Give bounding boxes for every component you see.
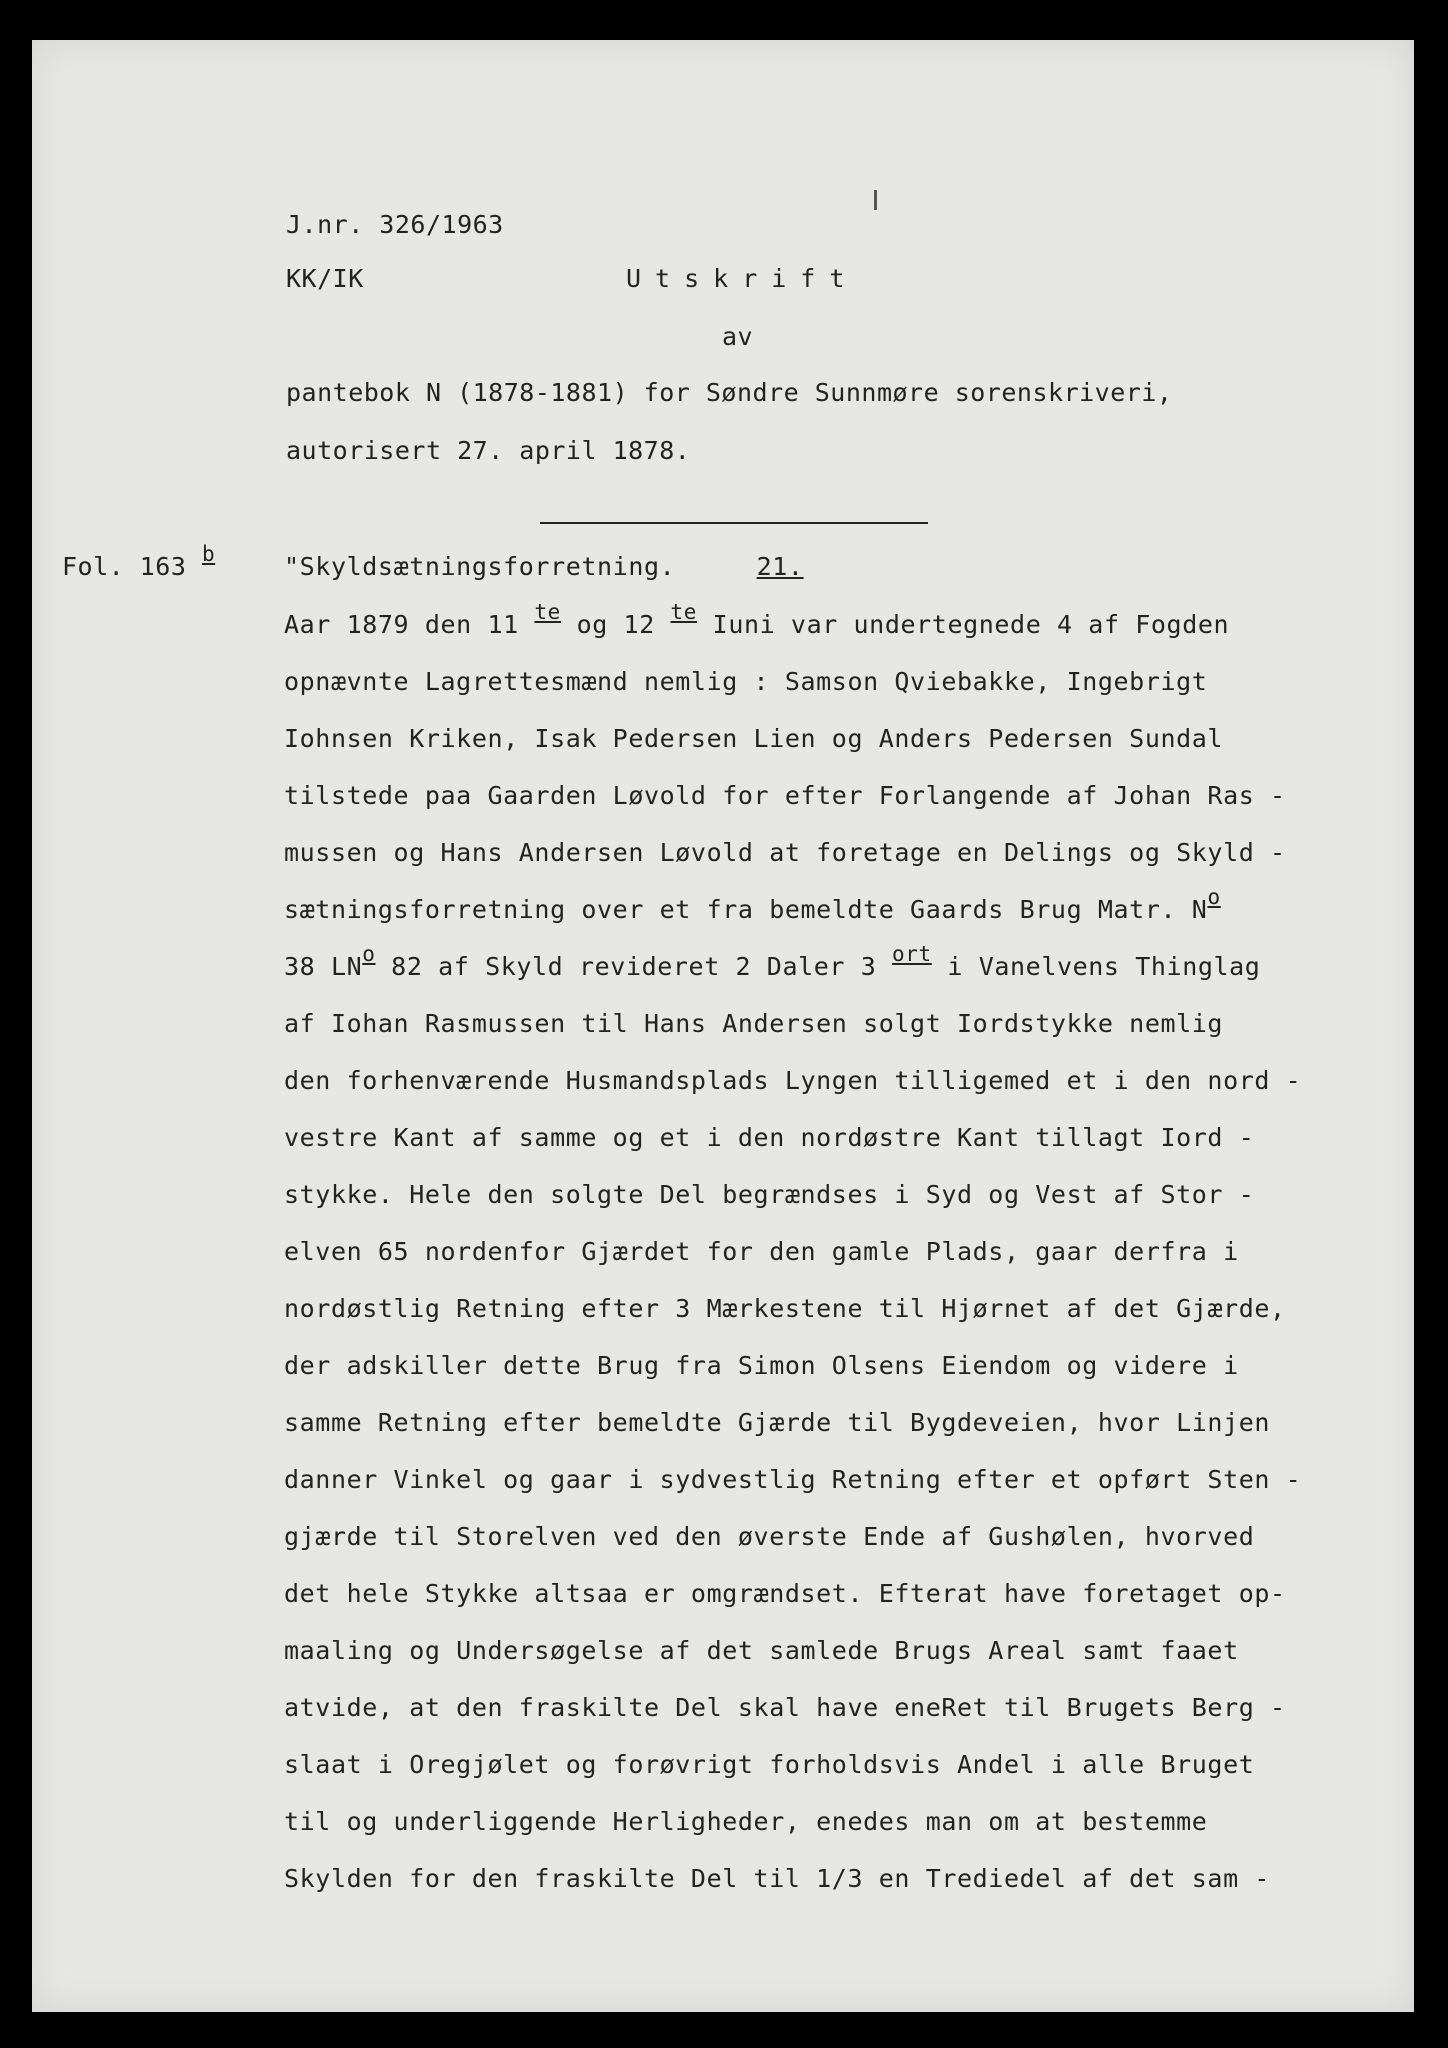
line-2-a: Aar 1879 den 11 [284, 610, 519, 639]
line-2-sup-2: te [670, 600, 698, 624]
body-line-2 [284, 600, 1230, 639]
source-line-2: autorisert 27. april 1878. [286, 436, 691, 465]
body-line-15: der adskiller dette Brug fra Simon Olsens Eiendom og videre i [284, 1351, 1239, 1380]
folio-suffix: b [201, 542, 216, 566]
line-8-b: 82 af Skyld revideret 2 Daler 3 [391, 952, 877, 981]
line-8-a: 38 LN [284, 952, 363, 981]
body-line-7 [284, 885, 1221, 924]
line-2-c: Iuni var undertegnede 4 af Fogden [712, 610, 1230, 639]
document-title: Utskrift [626, 264, 859, 293]
line-8-sup-1: o [362, 942, 376, 966]
body-line-24: Skylden for den fraskilte Del til 1/3 en Trediedel af det sam - [284, 1864, 1271, 1893]
body-line-8 [284, 942, 1261, 981]
document-subtitle: av [722, 322, 754, 351]
body-line-12: stykke. Hele den solgte Del begrændses i Syd og Vest af Stor - [284, 1180, 1255, 1209]
journal-number: J.nr. 326/1963 [286, 210, 504, 239]
line-7-a: sætningsforretning over et fra bemeldte Gaards Brug Matr. N [284, 895, 1208, 924]
divider-rule [540, 522, 928, 524]
heading-number: 21. [756, 552, 804, 581]
body-line-10: den forhenværende Husmandsplads Lyngen tilligemed et i den nord - [284, 1066, 1302, 1095]
body-line-14: nordøstlig Retning efter 3 Mærkestene til Hjørnet af det Gjærde, [284, 1294, 1286, 1323]
body-line-1 [284, 552, 804, 581]
body-line-6: mussen og Hans Andersen Løvold at foretage en Delings og Skyld - [284, 838, 1286, 867]
ink-mark [874, 190, 877, 210]
source-line-1: pantebok N (1878-1881) for Søndre Sunnmøre sorenskriveri, [286, 378, 1173, 407]
body-line-16: samme Retning efter bemeldte Gjærde til Bygdeveien, hvor Linjen [284, 1408, 1271, 1437]
body-line-9: af Iohan Rasmussen til Hans Andersen solgt Iordstykke nemlig [284, 1009, 1224, 1038]
body-line-4: Iohnsen Kriken, Isak Pedersen Lien og Anders Pedersen Sundal [284, 724, 1224, 753]
folio-label: Fol. 163 [62, 552, 187, 581]
body-line-21: atvide, at den fraskilte Del skal have eneRet til Brugets Berg - [284, 1693, 1286, 1722]
body-line-23: til og underliggende Herligheder, enedes man om at bestemme [284, 1807, 1208, 1836]
body-line-11: vestre Kant af samme og et i den nordøstre Kant tillagt Iord - [284, 1123, 1255, 1152]
body-line-3: opnævnte Lagrettesmænd nemlig : Samson Qviebakke, Ingebrigt [284, 667, 1208, 696]
body-line-18: gjærde til Storelven ved den øverste Ende af Gushølen, hvorved [284, 1522, 1255, 1551]
line-8-c: i Vanelvens Thinglag [947, 952, 1261, 981]
folio-marker [62, 542, 216, 581]
body-line-5: tilstede paa Gaarden Løvold for efter Forlangende af Johan Ras - [284, 781, 1286, 810]
body-line-20: maaling og Undersøgelse af det samlede Brugs Areal samt faaet [284, 1636, 1239, 1665]
line-7-sup: o [1207, 885, 1221, 909]
body-line-19: det hele Stykke altsaa er omgrændset. Efterat have foretaget op- [284, 1579, 1286, 1608]
body-line-13: elven 65 nordenfor Gjærdet for den gamle Plads, gaar derfra i [284, 1237, 1239, 1266]
initials: KK/IK [286, 264, 364, 293]
heading-text: "Skyldsætningsforretning. [284, 552, 676, 581]
body-line-22: slaat i Oregjølet og forøvrigt forholdsvis Andel i alle Bruget [284, 1750, 1255, 1779]
body-line-17: danner Vinkel og gaar i sydvestlig Retning efter et opført Sten - [284, 1465, 1302, 1494]
line-2-sup-1: te [534, 600, 561, 624]
line-8-sup-2: ort [892, 942, 932, 966]
line-2-b: og 12 [576, 610, 655, 639]
